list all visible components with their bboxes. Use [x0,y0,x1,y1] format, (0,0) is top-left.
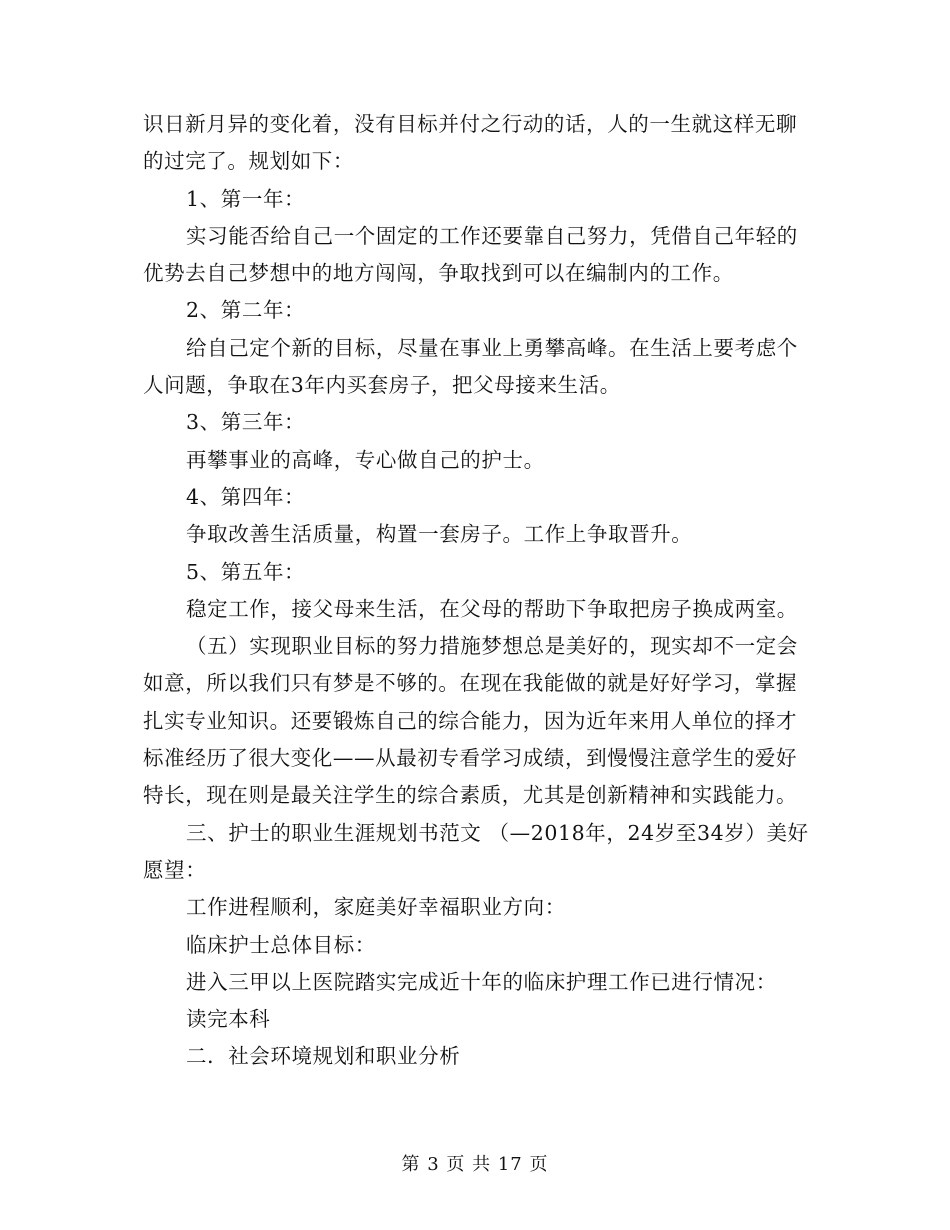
paragraph: 再攀事业的高峰，专心做自己的护士。 [186,447,545,472]
paragraph: 二．社会环境规划和职业分析 [186,1044,461,1069]
paragraph: 5、第五年： [186,559,306,584]
paragraph: 争取改善生活质量，构置一套房子。工作上争取晋升。 [186,522,693,547]
paragraph: 1、第一年： [186,186,306,211]
paragraph: 给自己定个新的目标，尽量在事业上勇攀高峰。在生活上要考虑个人问题，争取在3年内买套房子，把父母接来生活。 [143,335,798,398]
document-body [143,106,811,1076]
paragraph: 工作进程顺利，家庭美好幸福职业方向： [186,895,566,920]
paragraph: 实习能否给自己一个固定的工作还要靠自己努力，凭借自己年轻的优势去自己梦想中的地方闯闯，争取找到可以在编制内的工作。 [143,223,798,286]
paragraph: 2、第二年： [186,298,306,323]
paragraph: 进入三甲以上医院踏实完成近十年的临床护理工作已进行情况： [186,969,777,994]
page-number-footer: 第 3 页 共 17 页 [401,1154,549,1175]
paragraph: 3、第三年： [186,410,306,435]
paragraph: 稳定工作，接父母来生活，在父母的帮助下争取把房子换成两室。 [186,596,798,621]
paragraph: 三、护士的职业生涯规划书范文 （—2018年，24岁至34岁）美好愿望： [143,820,809,882]
paragraph: 临床护士总体目标： [186,932,376,957]
paragraph: 识日新月异的变化着，没有目标并付之行动的话，人的一生就这样无聊的过完了。规划如下： [143,112,798,174]
paragraph: （五）实现职业目标的努力措施梦想总是美好的，现实却不一定会如意，所以我们只有梦是不够的。在现在我能做的就是好好学习，掌握扎实专业知识。还要锻炼自己的综合能力，因为近年来用人单位的择才标准经历了很大变化——从最初专看学习成绩，到慢慢注意学生的爱好特长，现在则是最关注学生的综合素质，尤其是创新精神和实践能力。 [143,634,798,808]
paragraph: 读完本科 [186,1007,271,1032]
paragraph: 4、第四年： [186,484,306,509]
